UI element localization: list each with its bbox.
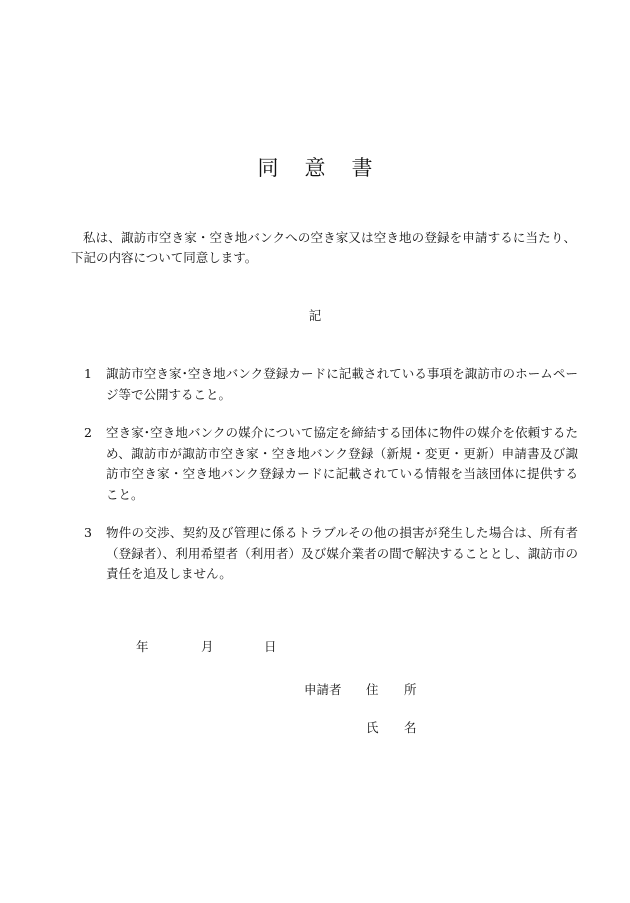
item-number: 2 bbox=[84, 425, 92, 440]
intro-paragraph: 私は、諏訪市空き家・空き地バンクへの空き家又は空き地の登録を申請するに当たり、下記の内容について同意します。 bbox=[71, 230, 576, 265]
consent-item bbox=[84, 423, 578, 505]
consent-item bbox=[84, 364, 578, 405]
title-char-1: 同 bbox=[257, 156, 279, 180]
consent-item bbox=[84, 523, 578, 585]
item-number: 1 bbox=[84, 366, 92, 381]
item-text: 諏訪市空き家･空き地バンク登録カードに記載されている事項を諏訪市のホームページ等で公開すること。 bbox=[106, 366, 578, 402]
item-text: 空き家･空き地バンクの媒介について協定を締結する団体に物件の媒介を依頼するため、諏訪市が諏訪市空き家・空き地バンク登録（新規・変更・更新）申請書及び諏訪市空き家・空き地バンク登録カードに記載されている情報を当該団体に提供すること。 bbox=[106, 425, 578, 502]
ki-heading: 記 bbox=[308, 308, 322, 323]
item-text: 物件の交渉、契約及び管理に係るトラブルその他の損害が発生した場合は、所有者（登録者）、利用希望者（利用者）及び媒介業者の間で解決することとし、諏訪市の責任を追及しません。 bbox=[106, 525, 578, 581]
name-label-char-1: 氏 bbox=[366, 720, 379, 735]
document-title bbox=[0, 152, 630, 182]
title-char-2: 意 bbox=[304, 156, 326, 180]
address-label-char-2: 所 bbox=[404, 682, 417, 697]
date-day-label: 日 bbox=[264, 639, 277, 654]
applicant-label: 申請者 bbox=[304, 682, 342, 697]
applicant-name-line bbox=[0, 718, 630, 738]
date-line bbox=[0, 637, 630, 657]
applicant-address-line bbox=[0, 680, 630, 700]
date-year-label: 年 bbox=[136, 639, 149, 654]
consent-items bbox=[84, 364, 578, 585]
title-char-3: 書 bbox=[351, 156, 373, 180]
item-number: 3 bbox=[84, 525, 92, 540]
address-label-char-1: 住 bbox=[366, 682, 379, 697]
name-label-char-2: 名 bbox=[404, 720, 417, 735]
date-month-label: 月 bbox=[201, 639, 214, 654]
